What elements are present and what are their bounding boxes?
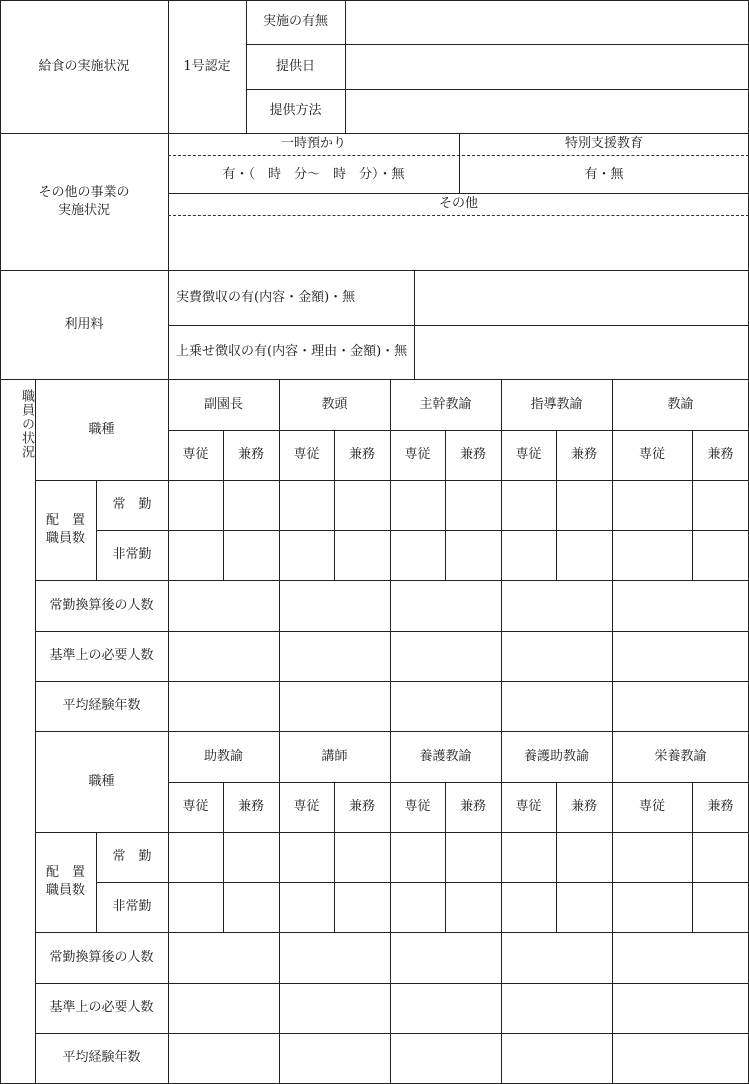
grid-line bbox=[556, 782, 557, 932]
extra-charge-field[interactable] bbox=[414, 325, 749, 379]
actual-cost-field[interactable] bbox=[414, 270, 749, 325]
grid-line bbox=[96, 882, 749, 883]
full-time-dedicated-label: 専従 bbox=[638, 799, 665, 815]
job-teacher: 教諭 bbox=[667, 396, 694, 412]
actual-cost-label: 実費徴収の有(内容・金額)・無 bbox=[176, 289, 356, 305]
required-count-label: 基準上の必要人数 bbox=[49, 1000, 154, 1016]
grid-line bbox=[246, 89, 749, 90]
meal-section-title: 給食の実施状況 bbox=[38, 58, 130, 74]
part-time-label: 非常勤 bbox=[112, 899, 152, 915]
job-assistant-teacher: 助教諭 bbox=[203, 748, 243, 764]
required-count-label: 基準上の必要人数 bbox=[49, 648, 154, 664]
grid-line bbox=[334, 782, 335, 932]
job-guidance-teacher: 指導教諭 bbox=[530, 396, 583, 412]
job-assistant-nursing-teacher: 養護助教諭 bbox=[523, 748, 589, 764]
grid-line bbox=[35, 480, 749, 481]
grid-line bbox=[168, 193, 749, 194]
job-vice-principal: 副園長 bbox=[203, 396, 243, 412]
full-time-dedicated-label: 専従 bbox=[182, 447, 209, 463]
temporary-care-header: 一時預かり bbox=[280, 136, 346, 152]
certification-label: 1号認定 bbox=[183, 58, 231, 74]
concurrent-label: 兼務 bbox=[707, 799, 734, 815]
grid-line bbox=[35, 932, 749, 933]
full-time-dedicated-label: 専従 bbox=[515, 799, 542, 815]
grid-line bbox=[223, 782, 224, 932]
grid-line bbox=[0, 379, 749, 380]
job-nutrition-teacher: 栄養教諭 bbox=[654, 748, 707, 764]
other-business-title: その他の事業の 実施状況 bbox=[38, 184, 130, 218]
grid-line bbox=[692, 782, 693, 932]
concurrent-label: 兼務 bbox=[237, 447, 264, 463]
grid-line bbox=[35, 983, 749, 984]
meal-implementation-label: 実施の有無 bbox=[262, 14, 328, 30]
full-time-label: 常 勤 bbox=[112, 497, 152, 513]
meal-method-field[interactable] bbox=[345, 89, 749, 133]
concurrent-label: 兼務 bbox=[459, 447, 486, 463]
job-senior-teacher: 主幹教諭 bbox=[419, 396, 472, 412]
concurrent-label: 兼務 bbox=[348, 447, 375, 463]
fte-count-label: 常勤換算後の人数 bbox=[49, 949, 154, 965]
full-time-dedicated-label: 専従 bbox=[182, 799, 209, 815]
fte-count-label: 常勤換算後の人数 bbox=[49, 597, 154, 613]
full-time-label: 常 勤 bbox=[112, 849, 152, 865]
job-head-teacher: 教頭 bbox=[321, 396, 348, 412]
grid-line bbox=[168, 782, 749, 783]
grid-line bbox=[35, 832, 749, 833]
concurrent-label: 兼務 bbox=[459, 799, 486, 815]
average-experience-label: 平均経験年数 bbox=[62, 1050, 141, 1066]
grid-line bbox=[96, 530, 749, 531]
grid-line bbox=[168, 0, 169, 1084]
grid-line bbox=[445, 782, 446, 932]
border-line bbox=[0, 0, 749, 1]
border-line bbox=[0, 0, 1, 1084]
concurrent-label: 兼務 bbox=[570, 799, 597, 815]
special-support-header: 特別支援教育 bbox=[564, 136, 643, 152]
meal-method-label: 提供方法 bbox=[269, 103, 322, 119]
grid-line bbox=[0, 133, 749, 134]
dashed-line bbox=[168, 215, 749, 216]
temporary-care-value[interactable]: 有・（ 時 分〜 時 分）・無 bbox=[222, 166, 405, 182]
average-experience-label: 平均経験年数 bbox=[62, 698, 141, 714]
job-type-label: 職種 bbox=[88, 421, 115, 437]
staff-section-title: 職員の状況 bbox=[19, 389, 34, 459]
grid-line bbox=[246, 0, 247, 133]
meal-date-field[interactable] bbox=[345, 44, 749, 89]
assigned-staff-label: 配 置 職員数 bbox=[45, 865, 85, 898]
grid-line bbox=[556, 430, 557, 580]
grid-line bbox=[692, 430, 693, 580]
job-type-label: 職種 bbox=[88, 773, 115, 789]
grid-line bbox=[223, 430, 224, 580]
job-lecturer: 講師 bbox=[321, 748, 348, 764]
full-time-dedicated-label: 専従 bbox=[404, 447, 431, 463]
grid-line bbox=[459, 133, 460, 193]
full-time-dedicated-label: 専従 bbox=[293, 447, 320, 463]
concurrent-label: 兼務 bbox=[707, 447, 734, 463]
grid-line bbox=[168, 325, 749, 326]
grid-line bbox=[35, 580, 749, 581]
extra-charge-label: 上乗せ徴収の有(内容・理由・金額)・無 bbox=[176, 344, 408, 360]
meal-date-label: 提供日 bbox=[275, 58, 315, 74]
concurrent-label: 兼務 bbox=[570, 447, 597, 463]
full-time-dedicated-label: 専従 bbox=[293, 799, 320, 815]
others-field[interactable] bbox=[168, 216, 749, 270]
special-support-value[interactable]: 有・無 bbox=[584, 166, 624, 182]
full-time-dedicated-label: 専従 bbox=[515, 447, 542, 463]
concurrent-label: 兼務 bbox=[348, 799, 375, 815]
concurrent-label: 兼務 bbox=[237, 799, 264, 815]
fee-title: 利用料 bbox=[64, 316, 104, 332]
grid-line bbox=[35, 631, 749, 632]
full-time-dedicated-label: 専従 bbox=[404, 799, 431, 815]
full-time-dedicated-label: 専従 bbox=[638, 447, 665, 463]
grid-line bbox=[35, 1033, 749, 1034]
grid-line bbox=[334, 430, 335, 580]
part-time-label: 非常勤 bbox=[112, 547, 152, 563]
grid-line bbox=[0, 270, 749, 271]
grid-line bbox=[168, 430, 749, 431]
job-nursing-teacher: 養護教諭 bbox=[419, 748, 472, 764]
assigned-staff-label: 配 置 職員数 bbox=[45, 513, 85, 546]
grid-line bbox=[345, 0, 346, 133]
grid-line bbox=[246, 44, 749, 45]
meal-implementation-field[interactable] bbox=[345, 0, 749, 44]
grid-line bbox=[35, 731, 749, 732]
grid-line bbox=[445, 430, 446, 580]
others-header: その他 bbox=[438, 196, 478, 212]
grid-line bbox=[35, 681, 749, 682]
